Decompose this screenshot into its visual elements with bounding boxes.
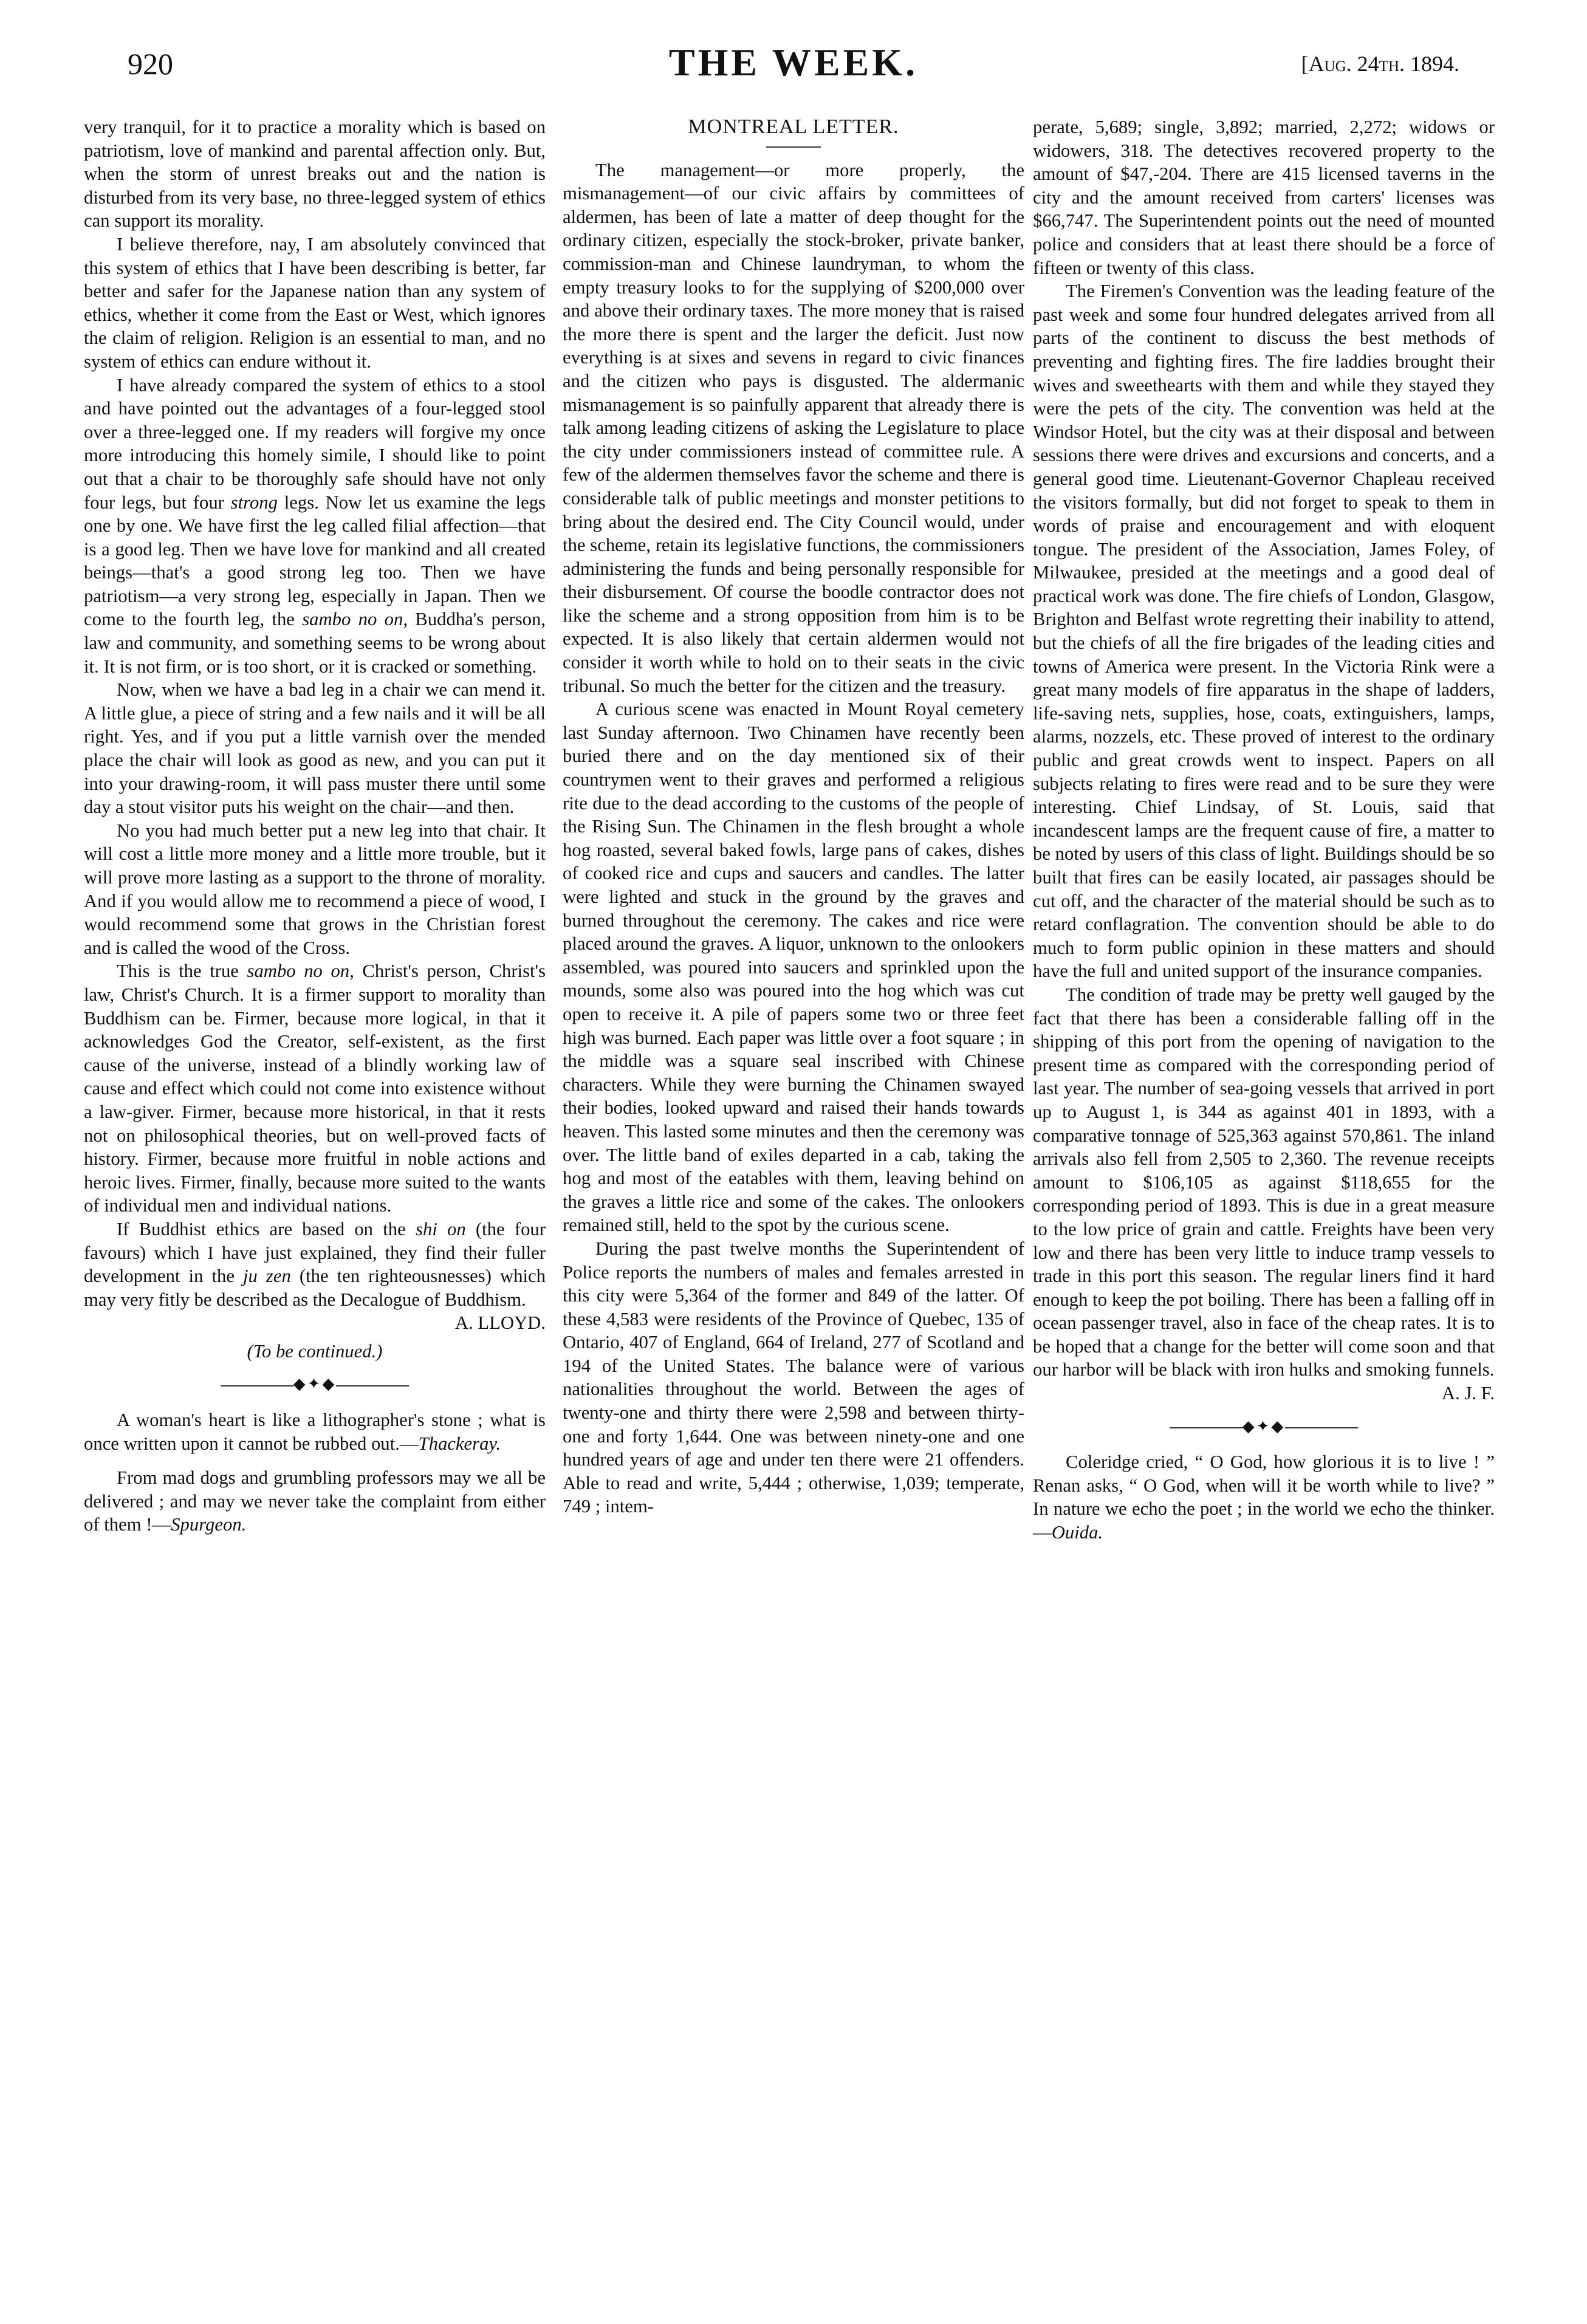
paragraph: very tranquil, for it to practice a morality which is based on patriotism, love of mankind and parental affection only. But, when the storm of unrest breaks out and the nation is disturbed from its very base, no three-legged system of ethics can support its morality. <box>84 117 546 231</box>
paragraph: I have already compared the system of ethics to a stool and have pointed out the advantages of a four-legged stool over a three-legged one. If my readers will forgive my once more introducing this homely simile, I should like to point out that a chair to be thoroughly safe should have not only four legs, but four strong legs. Now let us examine the legs one by one. We have first the leg called filial affection—that is a good leg. Then we have love for mankind and all created beings—that's a good strong leg too. Then we have patriotism—a very strong leg, especially in Japan. Then we come to the fourth leg, the sambo no on, Buddha's person, law and community, and something seems to be wrong about it. It is not firm, or is too short, or it is cracked or something. <box>84 374 546 677</box>
paragraph: This is the true sambo no on, Christ's person, Christ's law, Christ's Church. It is a firmer support to morality than Buddhism can be. Firmer, because more logical, in that it acknowledges God the Creator, self-existent, as the first cause of the universe, instead of a blindly working law of cause and effect which could not come into existence without a law-giver. Firmer, because more historical, in that it rests not on philosophical theories, but on well-proved facts of history. Firmer, because more fruitful in noble actions and heroic lives. Firmer, finally, because more suited to the wants of individual men and individual nations. <box>84 961 546 1216</box>
quote-thackeray: A woman's heart is like a lithographer's stone ; what is once written upon it cannot be rubbed out.—Thackeray. <box>84 1410 546 1454</box>
paragraph: Now, when we have a bad leg in a chair we can mend it. A little glue, a piece of string and a few nails and it will be all right. Yes, and if you put a little varnish over the mended place the chair will look as good as new, and you can put it into your drawing-room, it will pass muster there until some day a stout visitor puts his weight on the chair—and then. <box>84 679 546 818</box>
quote-spurgeon: From mad dogs and grumbling professors may we all be delivered ; and may we never take the complaint from either of them !—Spurgeon. <box>84 1467 546 1535</box>
journal-title: THE WEEK. <box>668 41 919 84</box>
page-number: 920 <box>128 47 173 81</box>
paragraph: The Firemen's Convention was the leading feature of the past week and some four hundred delegates arrived from all parts of the continent to discuss the best methods of preventing and fighting fires. The fire laddies brought their wives and sweethearts with them and while they stayed they were the pets of the city. The convention was held at the Windsor Hotel, but the city was at their disposal and between sessions there were drives and excursions and concerts, and a general good time. Lieutenant-Governor Chapleau received the visitors formally, but did not forget to speak to them in words of praise and encouragement and with eloquent tongue. The president of the Association, James Foley, of Milwaukee, presided at the meetings and a good deal of practical work was done. The fire chiefs of London, Glasgow, Brighton and Belfast wrote regretting their inability to attend, but the chiefs of all the fire brigades of the leading cities and towns of America were present. In the Victoria Rink were a great many models of fire apparatus in the shape of ladders, life-saving nets, supplies, hose, coats, extinguishers, lamps, alarms, nozzels, etc. These proved of interest to the ordinary public and great crowds went to inspect. Papers on all subjects relating to fires were read and to be sure they were interesting. Chief Lindsay, of St. Louis, said that incandescent lamps are the frequent cause of fire, a matter to be noted by users of this class of light. Buildings should be so built that fires can be easily located, air passages should be cut off, and the character of the material should be such as to retard conflagration. The convention should be able to do much to form public opinion in these matters and should have the full and united support of the insurance companies. <box>1033 281 1495 982</box>
column-3 <box>1033 115 1495 1544</box>
issue-date: [Aug. 24th. 1894. <box>1301 52 1459 76</box>
article-heading: MONTREAL LETTER. <box>688 115 899 138</box>
paragraph: During the past twelve months the Superintendent of Police reports the numbers of males and females arrested in this city were 5,364 of the former and 849 of the latter. Of these 4,583 were residents of the Province of Quebec, 135 of Ontario, 407 of England, 664 of Ireland, 277 of Scotland and 194 of the United States. The balance were of various nationalities throughout the world. Between the ages of twenty-one and thirty there were 2,598 and between thirty-one and forty 1,644. One was between ninety-one and one hundred years of age and under ten there were 21 offenders. Able to read and write, 5,444 ; otherwise, 1,039; temperate, 749 ; intem- <box>563 1238 1024 1517</box>
paragraph: The management—or more properly, the mismanagement—of our civic affairs by committees of aldermen, has been of late a matter of deep thought for the ordinary citizen, especially the stock-broker, private banker, commission-man and Chinese laundryman, to whom the empty treasury looks to for the supplying of $200,000 over and above their ordinary taxes. The more money that is raised the more there is spent and the larger the deficit. Just now everything is at sixes and sevens in regard to civic finances and the citizen who pays is disgusted. The aldermanic mismanagement is so painfully apparent that already there is talk among leading citizens of asking the Legislature to place the city under commissioners instead of committee rule. A few of the aldermen themselves favor the scheme and there is considerable talk of public meetings and monster petitions to bring about the desired end. The City Council would, under the scheme, retain its legislative functions, the commissioners administering the funds and being personally responsible for their disbursement. Of course the boodle contractor does not like the scheme and a strong opposition from him is to be expected. It is also likely that certain aldermen would not consider it worth while to hold on to their seats in the civic tribunal. So much the better for the citizen and the treasury. <box>563 159 1024 696</box>
section-divider: ◆✦◆ <box>84 1373 546 1396</box>
author-signature: A. J. F. <box>1441 1383 1495 1404</box>
quote-ouida: Coleridge cried, “ O God, how glorious it is to live ! ” Renan asks, “ O God, when will it be worth while to live? ” In nature we echo the poet ; in the world we echo the thinker.—Ouida. <box>1033 1452 1495 1543</box>
paragraph: The condition of trade may be pretty well gauged by the fact that there has been a considerable falling off in the shipping of this port from the opening of navigation to the present time as compared with the corresponding period of last year. The number of sea-going vessels that arrived in port up to August 1, is 344 as against 401 in 1893, with a comparative tonnage of 525,363 against 570,861. The inland arrivals also fell from 2,505 to 2,360. The revenue receipts amount to $106,105 as against $118,655 for the corresponding period of 1893. This is due in a great measure to the low price of grain and cattle. Freights have been very low and there has been very little to induce tramp vessels to trade in this port this season. The regular liners find it hard enough to keep the pot boiling. There has been a falling off in ocean passenger travel, also in face of the cheap rates. It is to be hoped that a change for the better will come soon and that our harbor will be black with iron hulks and smoking funnels. <box>1033 984 1495 1380</box>
column-2 <box>563 115 1024 1518</box>
author-signature: A. LLOYD. <box>454 1312 546 1334</box>
paragraph: I believe therefore, nay, I am absolutely convinced that this system of ethics that I have been describing is better, far better and safer for the Japanese nation than any system of ethics, whether it come from the East or West, which ignores the claim of religion. Religion is an essential to man, and no system of ethics can endure without it. <box>84 233 546 372</box>
paragraph: If Buddhist ethics are based on the shi on (the four favours) which I have just explained, they find their fuller development in the ju zen (the ten righteousnesses) which may very fitly be described as the Decalogue of Buddhism. <box>84 1218 546 1310</box>
column-1 <box>84 115 546 1537</box>
heading-rule <box>766 146 821 148</box>
running-head <box>128 40 1459 89</box>
paragraph: No you had much better put a new leg into that chair. It will cost a little more money and a little more trouble, but it will prove more lasting as a support to the throne of morality. And if you would allow me to recommend a piece of wood, I would recommend some that grows in the Christian forest and is called the wood of the Cross. <box>84 820 546 958</box>
section-divider: ◆✦◆ <box>1033 1415 1495 1439</box>
paragraph: A curious scene was enacted in Mount Royal cemetery last Sunday afternoon. Two Chinamen have recently been buried there and on the day mentioned six of their countrymen went to their graves and performed a religious rite due to the dead according to the customs of the people of the Rising Sun. The Chinamen in the flesh brought a whole hog roasted, several baked fowls, large pans of cakes, dishes of cooked rice and cups and saucers and candles. The latter were lighted and stuck in the ground by the graves and burned throughout the ceremony. The cakes and rice were placed around the graves. A liquor, unknown to the onlookers assembled, was poured into saucers and sprinkled upon the mounds, some also was poured into the hog which was cut open to receive it. A pile of papers some two or three feet high was burned. Each paper was little over a foot square ; in the middle was a square seal inscribed with Chinese characters. While they were burning the Chinamen swayed their bodies, looked upward and raised their hands towards heaven. This lasted some minutes and then the ceremony was over. The little band of exiles departed in a cab, taking the hog and most of the eatables with them, leaving behind on the graves a little rice and some of the cakes. The onlookers remained still, held to the spot by the curious scene. <box>563 699 1024 1236</box>
continued-note: (To be continued.) <box>247 1340 383 1362</box>
paragraph: perate, 5,689; single, 3,892; married, 2,272; widows or widowers, 318. The detectives recovered property to the amount of $47,-204. There are 415 licensed taverns in the city and the amount received from carters' licenses was $66,747. The Superintendent points out the need of mounted police and considers that at least there should be a force of fifteen or twenty of this class. <box>1033 117 1495 278</box>
